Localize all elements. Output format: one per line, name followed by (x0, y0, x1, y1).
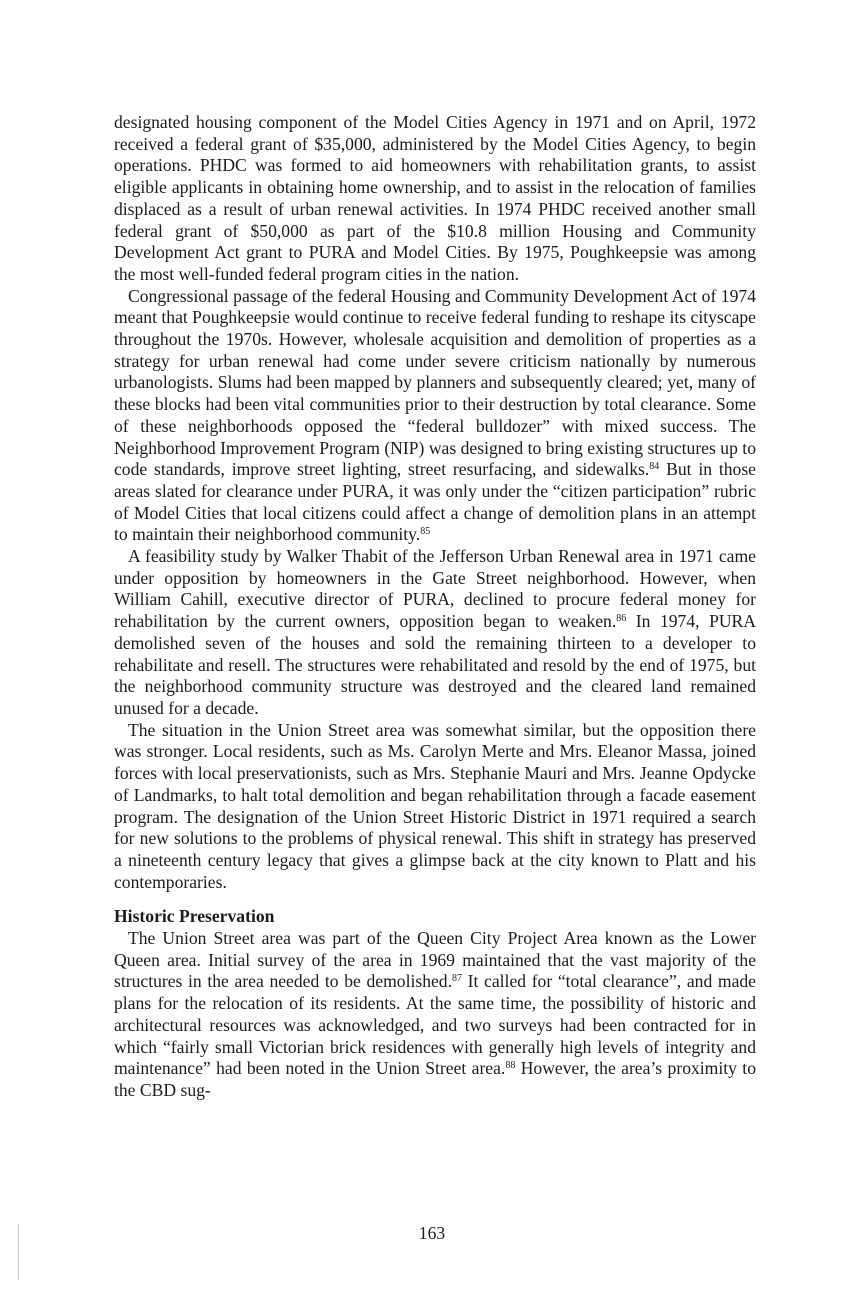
footnote-marker: 88 (505, 1060, 516, 1072)
footnote-marker: 86 (616, 613, 627, 625)
paragraph-text: The situation in the Union Street area was somewhat similar, but the opposition there was stronger. Local residents, such as Ms. Carolyn Merte and Mrs. Eleanor Massa, joined forces with local preservationists, such as Mrs. Stephanie Mauri and Mrs. Jeanne Opdycke of Landmarks, to halt total demolition and began rehabilitation through a facade easement program. The designation of the Union Street Historic District in 1971 required a search for new solutions to the problems of physical renewal. This shift in strategy has preserved a nineteenth century legacy that gives a glimpse back at the city known to Platt and his contemporaries. (114, 719, 756, 892)
paragraph (114, 720, 756, 894)
page-body (114, 112, 756, 1102)
section-paragraphs (114, 928, 756, 1102)
scan-edge-line (18, 1224, 19, 1280)
paragraph-text: In 1974, PURA demolished seven of the houses and sold the remaining thirteen to a developer to rehabilitate and resell. The structures were rehabilitated and resold by the end of 1975, but the neighborhood community structure was destroyed and the cleared land remained unused for a decade. (114, 611, 757, 718)
paragraph-text: designated housing component of the Model Cities Agency in 1971 and on April, 1972 received a federal grant of $35,000, administered by the Model Cities Agency, to begin operations. PHDC was formed to aid homeowners with rehabilitation grants, to assist eligible applicants in obtaining home ownership, and to assist in the relocation of families displaced as a result of urban renewal activities. In 1974 PHDC received another small federal grant of $50,000 as part of the $10.8 million Housing and Community Development Act grant to PURA and Model Cities. By 1975, Poughkeepsie was among the most well-funded federal program cities in the nation. (114, 112, 756, 284)
paragraph-text: It called for “total clearance”, and made plans for the relocation of its residents. At the same time, the possibility of historic and architectural resources was acknowledged, and two surveys had been contracted for in which “fairly small Victorian brick residences with generally high levels of integrity and maintenance” had been noted in the Union Street area. (114, 971, 756, 1079)
paragraph (114, 546, 756, 720)
paragraph-text: However, the area’s proximity to the CBD sug- (114, 1058, 756, 1100)
paragraph (114, 928, 756, 1102)
footnote-marker: 85 (420, 526, 431, 538)
paragraph (114, 112, 756, 286)
paragraph-text: But in those areas slated for clearance under PURA, it was only under the “citizen participation” rubric of Model Cities that local citizens could affect a change of demolition plans in an attempt to maintain their neighborhood community. (114, 459, 756, 545)
paragraph (114, 286, 756, 546)
footnote-marker: 87 (452, 973, 463, 985)
paragraph-text: A feasibility study by Walker Thabit of the Jefferson Urban Renewal area in 1971 came under opposition by homeowners in the Gate Street neighborhood. However, when William Cahill, executive director of PURA, declined to procure federal money for rehabilitation by the current owners, opposition began to weaken. (114, 546, 756, 632)
page-number: 163 (418, 1223, 446, 1243)
section-heading: Historic Preservation (114, 906, 275, 927)
footnote-marker: 84 (649, 461, 660, 473)
body-paragraphs (114, 112, 756, 893)
paragraph-text: The Union Street area was part of the Queen City Project Area known as the Lower Queen area. Initial survey of the area in 1969 maintained that the vast majority of the structures in the area needed to be demolished. (114, 928, 756, 992)
paragraph-text: Congressional passage of the federal Housing and Community Development Act of 1974 meant that Poughkeepsie would continue to receive federal funding to reshape its cityscape throughout the 1970s. However, wholesale acquisition and demolition of properties as a strategy for urban renewal had come under severe criticism nationally by numerous urbanologists. Slums had been mapped by planners and subsequently cleared; yet, many of these blocks had been vital communities prior to their destruction by total clearance. Some of these neighborhoods opposed the “federal bulldozer” with mixed success. The Neighborhood Improvement Program (NIP) was designed to bring existing structures up to code standards, improve street lighting, street resurfacing, and sidewalks. (114, 285, 756, 480)
